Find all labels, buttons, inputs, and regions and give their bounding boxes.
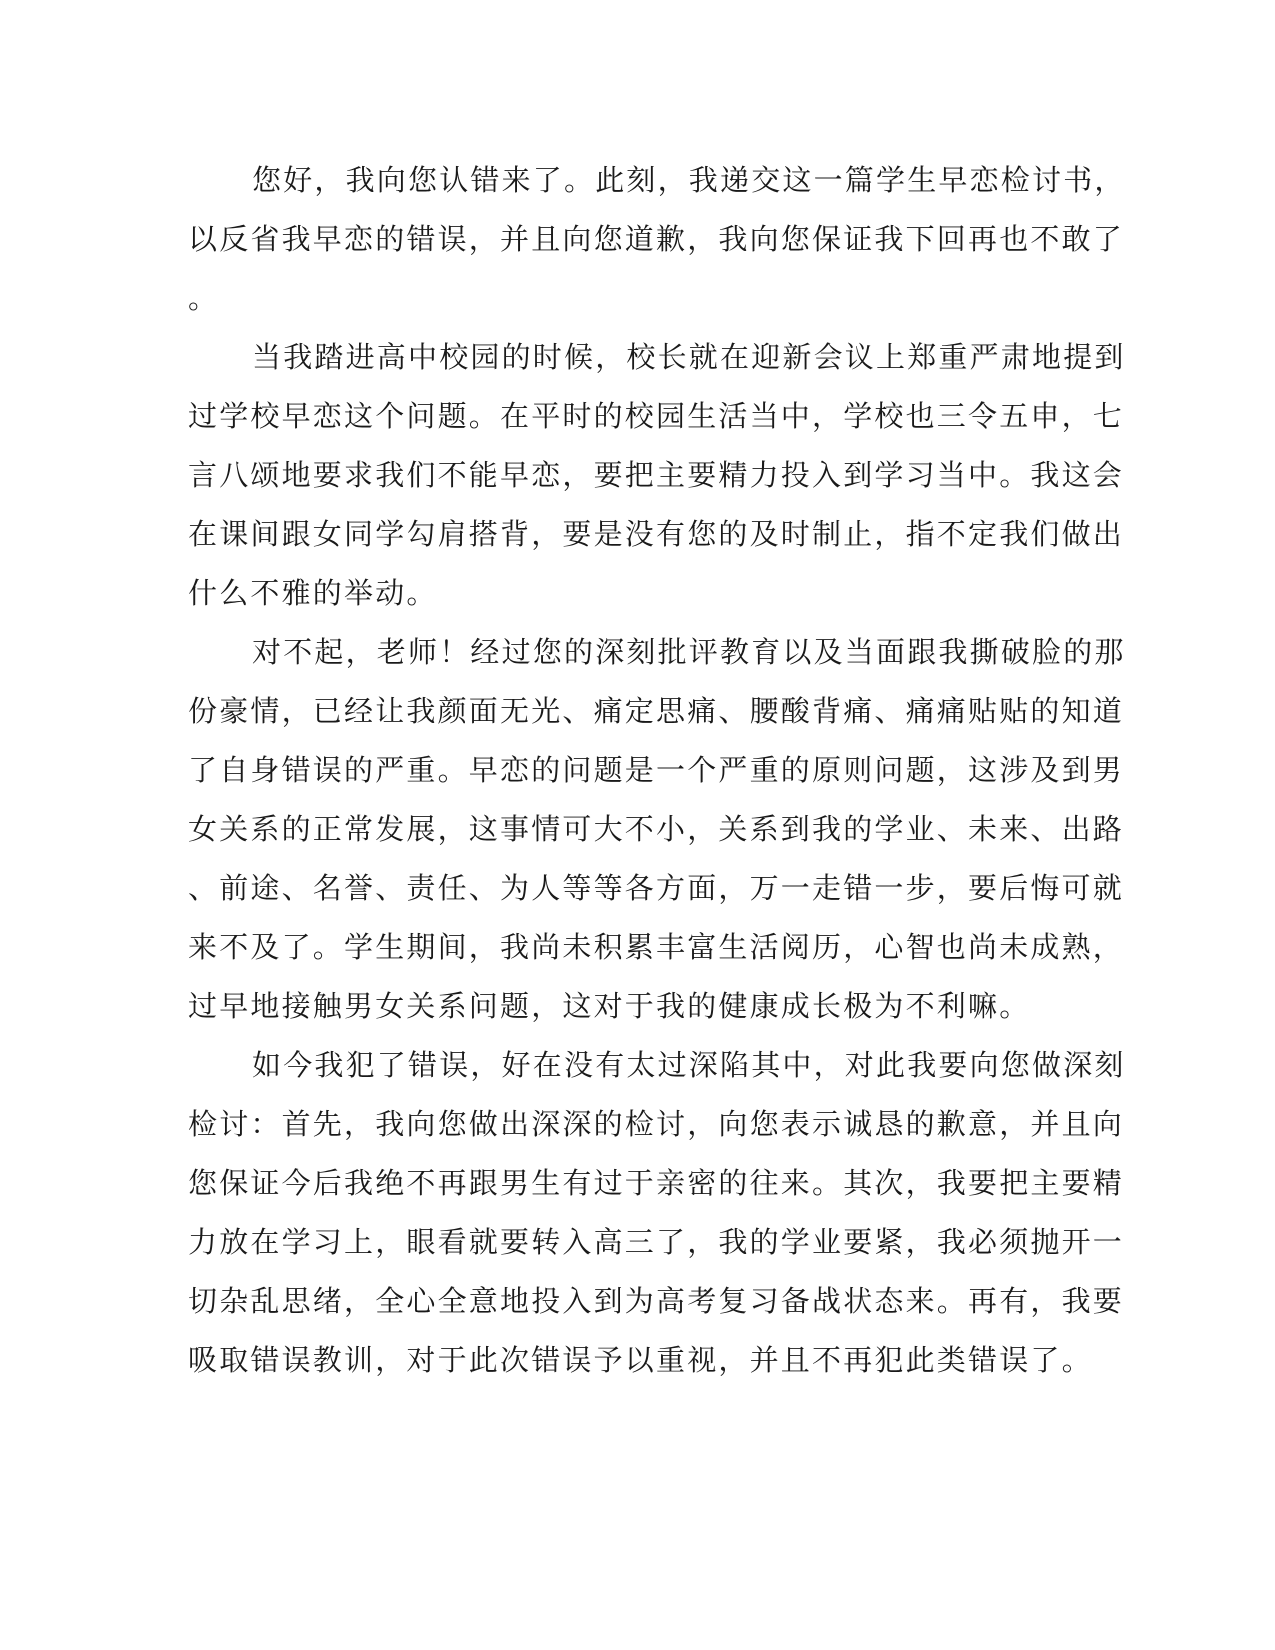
paragraph-4-line-1: 如今我犯了错误，好在没有太过深陷其中，对此我要向您做深刻	[252, 1048, 1126, 1082]
paragraph-1-line-2: 以反省我早恋的错误，并且向您道歉，我向您保证我下回再也不敢了	[188, 222, 1125, 256]
paragraph-1-line-1: 您好，我向您认错来了。此刻，我递交这一篇学生早恋检讨书，	[252, 163, 1126, 197]
paragraph-3-line-6: 来不及了。学生期间，我尚未积累丰富生活阅历，心智也尚未成熟，	[188, 930, 1125, 964]
paragraph-3-line-3: 了自身错误的严重。早恋的问题是一个严重的原则问题，这涉及到男	[188, 753, 1125, 787]
paragraph-2-line-3: 言八颂地要求我们不能早恋，要把主要精力投入到学习当中。我这会	[188, 458, 1125, 492]
paragraph-2-line-2: 过学校早恋这个问题。在平时的校园生活当中，学校也三令五申，七	[188, 399, 1125, 433]
paragraph-1-line-3: 。	[188, 281, 220, 315]
paragraph-4-line-3: 您保证今后我绝不再跟男生有过于亲密的往来。其次，我要把主要精	[188, 1166, 1125, 1200]
paragraph-3-line-1: 对不起，老师！经过您的深刻批评教育以及当面跟我撕破脸的那	[252, 635, 1126, 669]
paragraph-3-line-4: 女关系的正常发展，这事情可大不小，关系到我的学业、未来、出路	[188, 812, 1125, 846]
paragraph-3-line-5: 、前途、名誉、责任、为人等等各方面，万一走错一步，要后悔可就	[188, 871, 1125, 905]
paragraph-4-line-4: 力放在学习上，眼看就要转入高三了，我的学业要紧，我必须抛开一	[188, 1225, 1125, 1259]
paragraph-3-line-7: 过早地接触男女关系问题，这对于我的健康成长极为不利嘛。	[188, 989, 1031, 1023]
paragraph-2-line-5: 什么不雅的举动。	[188, 576, 438, 610]
paragraph-4-line-2: 检讨：首先，我向您做出深深的检讨，向您表示诚恳的歉意，并且向	[188, 1107, 1125, 1141]
paragraph-4-line-5: 切杂乱思绪，全心全意地投入到为高考复习备战状态来。再有，我要	[188, 1284, 1125, 1318]
paragraph-3-line-2: 份豪情，已经让我颜面无光、痛定思痛、腰酸背痛、痛痛贴贴的知道	[188, 694, 1125, 728]
paragraph-4-line-6: 吸取错误教训，对于此次错误予以重视，并且不再犯此类错误了。	[188, 1343, 1093, 1377]
paragraph-2-line-4: 在课间跟女同学勾肩搭背，要是没有您的及时制止，指不定我们做出	[188, 517, 1125, 551]
paragraph-2-line-1: 当我踏进高中校园的时候，校长就在迎新会议上郑重严肃地提到	[252, 340, 1126, 374]
